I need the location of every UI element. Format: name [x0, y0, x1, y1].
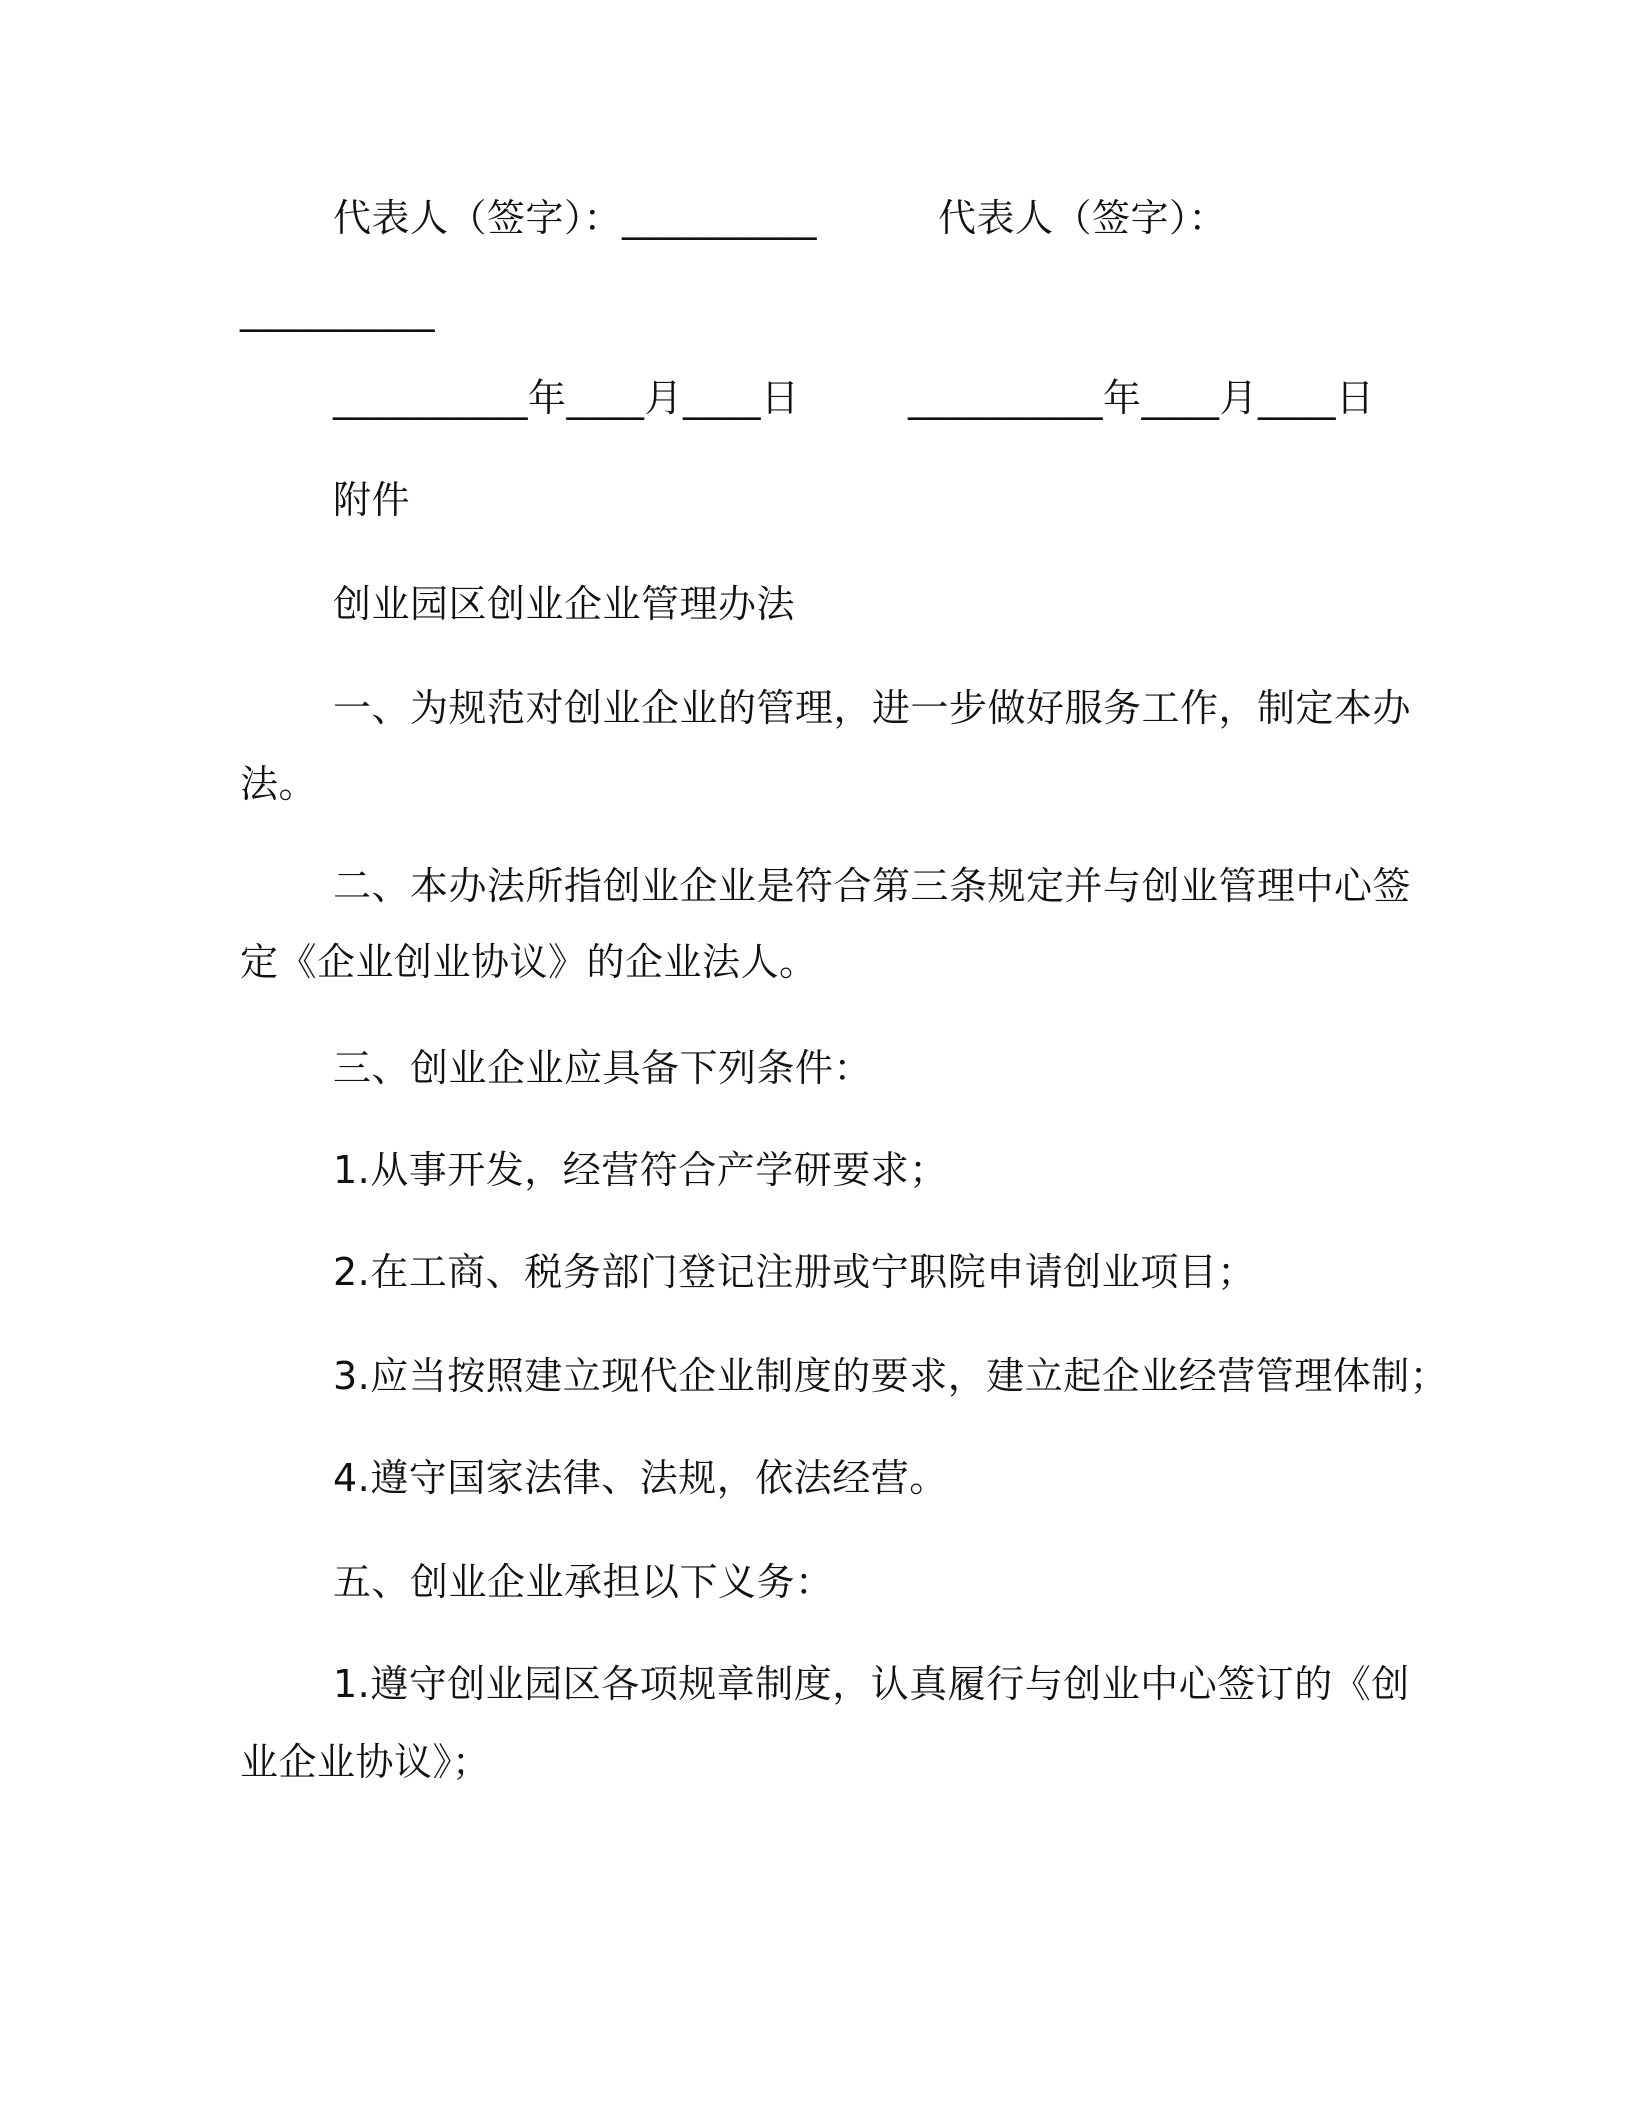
list-item-3-4: 4.遵守国家法律、法规，依法经营。 [333, 1456, 948, 1500]
list-item-5-1-line-1: 1.遵守创业园区各项规章制度，认真履行与创业中心签订的《创 [333, 1662, 1410, 1706]
date-line-right: __________年____月____日 [908, 376, 1375, 420]
list-item-5-1-line-2: 业企业协议》； [240, 1740, 491, 1784]
list-item-3-1: 1.从事开发，经营符合产学研要求； [333, 1148, 948, 1192]
paragraph-1-line-2: 法。 [240, 762, 318, 806]
signature-blank-left: __________ [622, 196, 818, 240]
list-item-3-2: 2.在工商、税务部门登记注册或宁职院申请创业项目； [333, 1250, 1256, 1294]
attachment-label: 附件 [333, 478, 411, 522]
date-line-left: __________年____月____日 [333, 376, 800, 420]
paragraph-1-line-1: 一、为规范对创业企业的管理，进一步做好服务工作，制定本办 [333, 686, 1412, 730]
list-item-3-3: 3.应当按照建立现代企业制度的要求，建立起企业经营管理体制； [333, 1354, 1449, 1398]
paragraph-2-line-1: 二、本办法所指创业企业是符合第三条规定并与创业管理中心签 [333, 864, 1412, 908]
paragraph-3: 三、创业企业应具备下列条件： [333, 1046, 873, 1090]
signature-label-left: 代表人（签字）： [333, 196, 623, 240]
signature-blank-right: __________ [240, 288, 435, 332]
signature-line-left [333, 194, 817, 242]
paragraph-5: 五、创业企业承担以下义务： [333, 1560, 834, 1604]
document-title: 创业园区创业企业管理办法 [333, 582, 796, 626]
paragraph-2-line-2: 定《企业创业协议》的企业法人。 [240, 940, 818, 984]
signature-label-right: 代表人（签字）： [938, 196, 1228, 240]
